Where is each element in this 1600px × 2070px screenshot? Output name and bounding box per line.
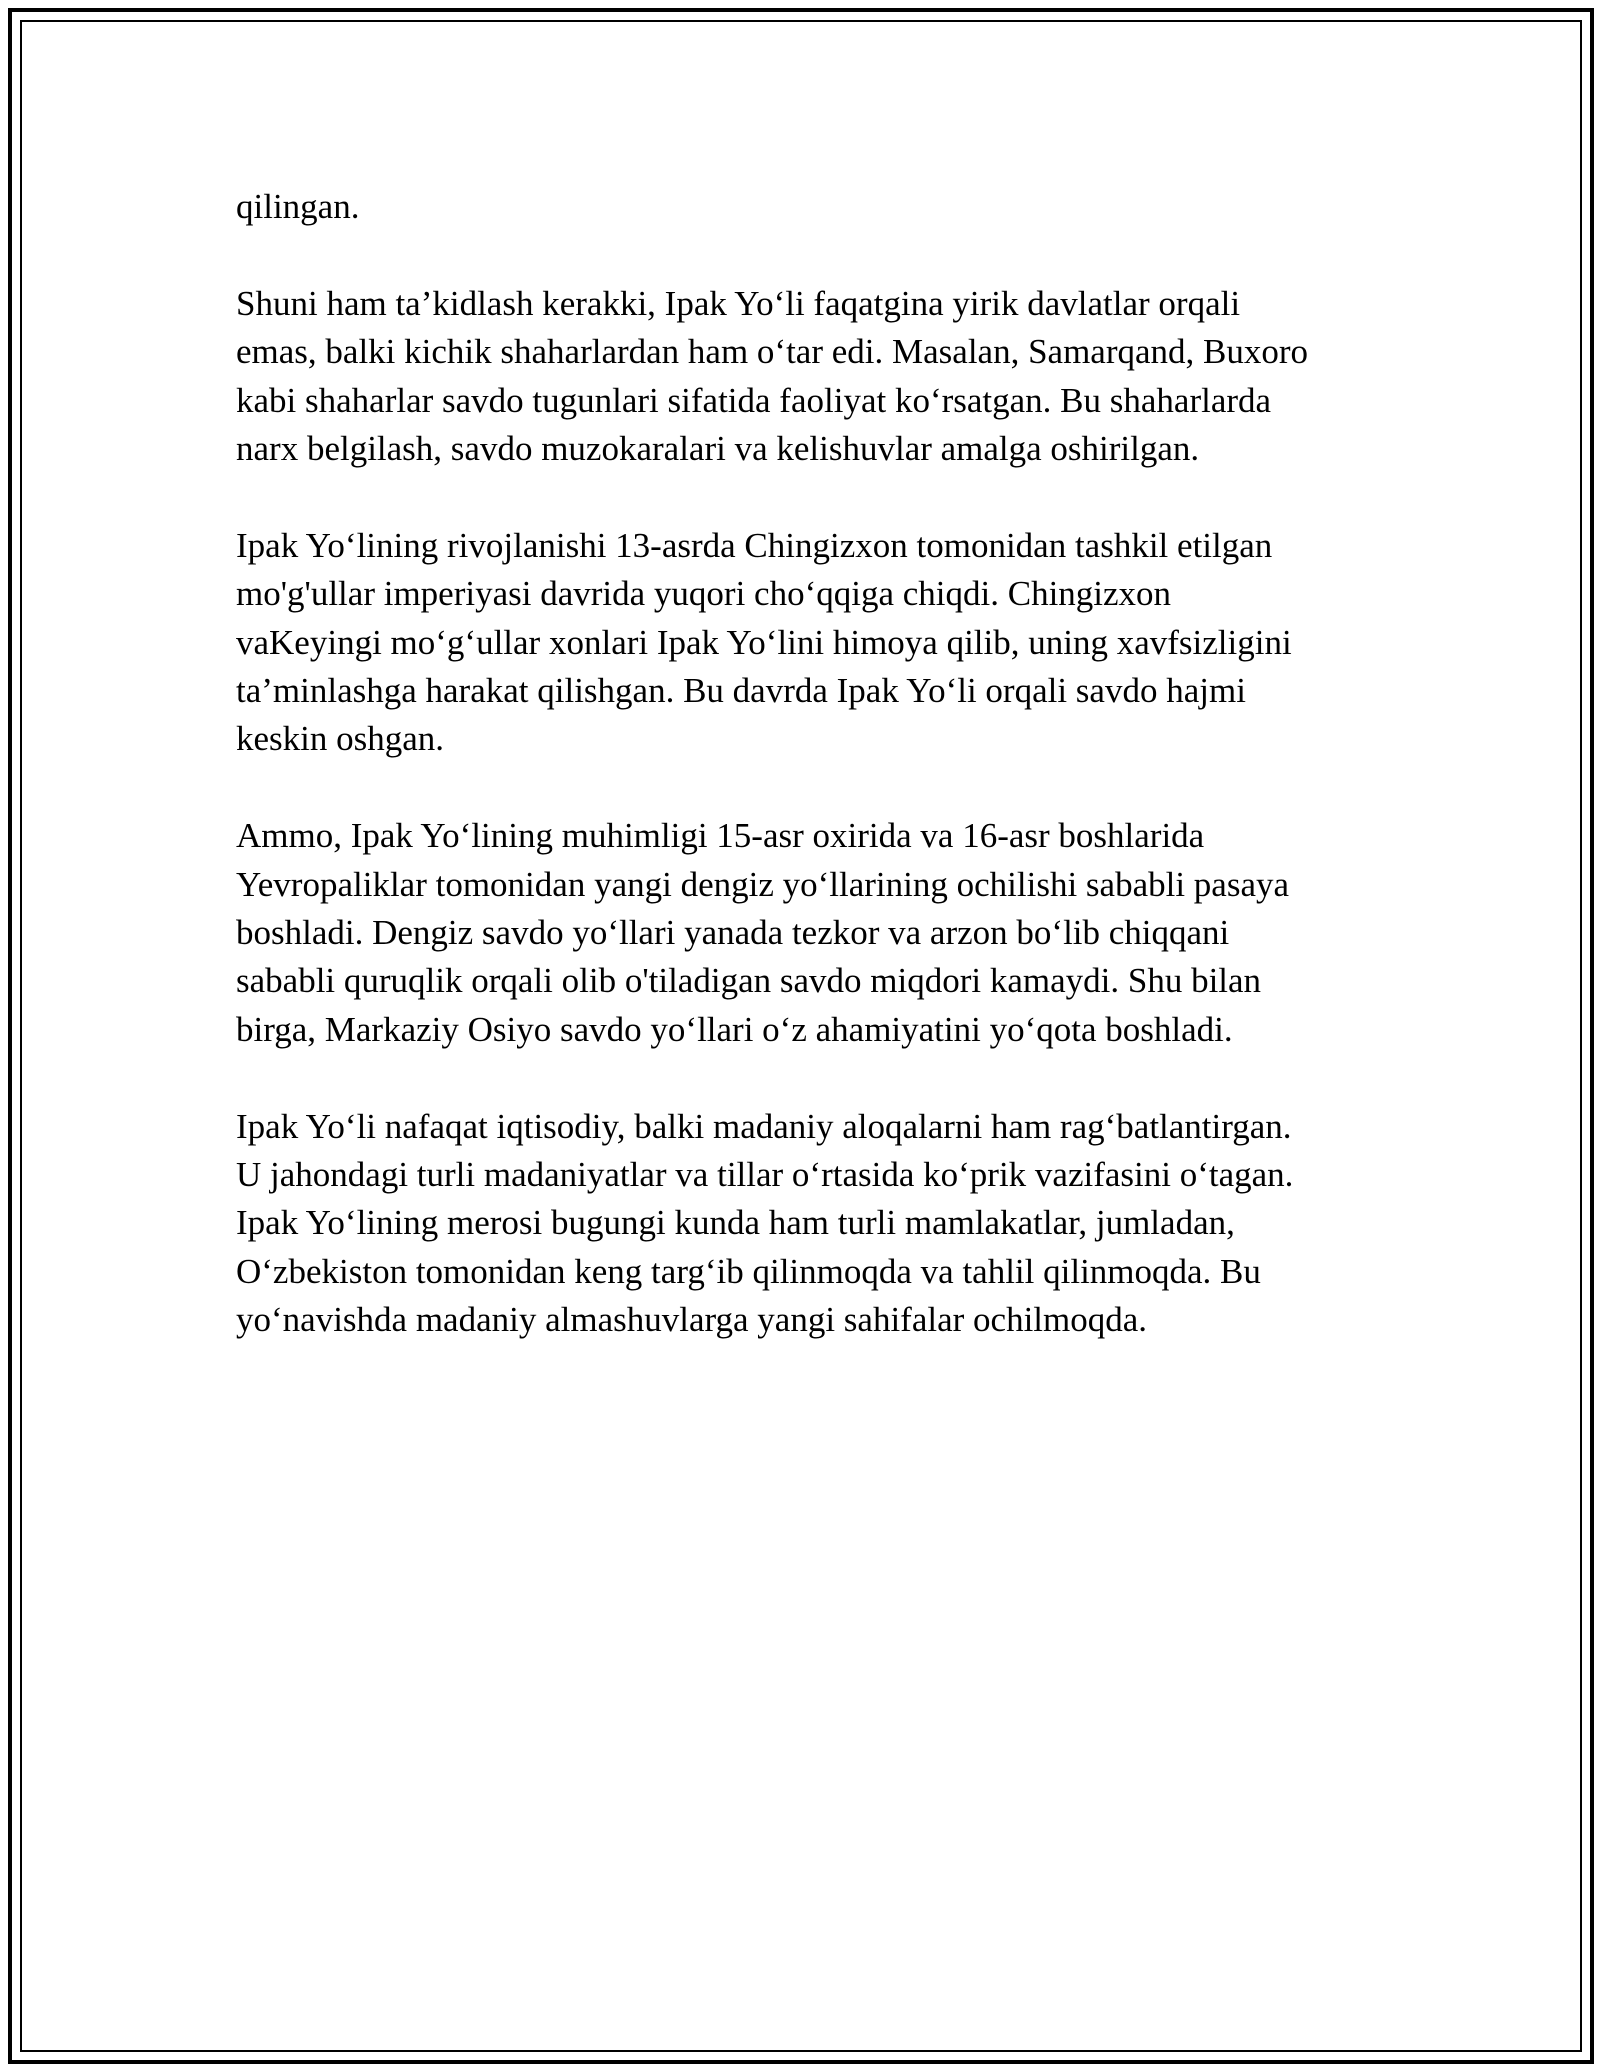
text-line: Ipak Yoʻlining merosi bugungi kunda ham turli mamlakatlar, jumladan, <box>236 1203 1235 1243</box>
paragraph-mongol-era <box>236 522 1376 764</box>
paragraph-continuation <box>236 183 1376 231</box>
text-line: Ipak Yoʻlining rivojlanishi 13-asrda Chingizxon tomonidan tashkil etilgan <box>236 525 1273 565</box>
text-line: U jahondagi turli madaniyatlar va tillar oʻrtasida koʻprik vazifasini oʻtagan. <box>236 1155 1294 1195</box>
document-body <box>236 183 1376 1393</box>
text-line: ta’minlashga harakat qilishgan. Bu davrda Ipak Yoʻli orqali savdo hajmi <box>236 671 1246 711</box>
text-line: mo'g'ullar imperiyasi davrida yuqori choʻqqiga chiqdi. Chingizxon <box>236 574 1172 614</box>
text-line: boshladi. Dengiz savdo yoʻllari yanada tezkor va arzon boʻlib chiqqani <box>236 913 1230 953</box>
text-line: keskin oshgan. <box>236 719 445 759</box>
text-line: sababli quruqlik orqali olib o'tiladigan savdo miqdori kamaydi. Shu bilan <box>236 961 1262 1001</box>
text-line: qilingan. <box>236 187 360 226</box>
text-line: Ammo, Ipak Yoʻlining muhimligi 15-asr oxirida va 16-asr boshlarida <box>236 816 1205 856</box>
text-line: Oʻzbekiston tomonidan keng targʻib qilinmoqda va tahlil qilinmoqda. Bu <box>236 1251 1261 1291</box>
text-line: kabi shaharlar savdo tugunlari sifatida faoliyat koʻrsatgan. Bu shaharlarda <box>236 380 1272 420</box>
paragraph-decline <box>236 812 1376 1054</box>
text-line: vaKeyingi moʻgʻullar xonlari Ipak Yoʻlini himoya qilib, uning xavfsizligini <box>236 622 1292 662</box>
text-line: Shuni ham ta’kidlash kerakki, Ipak Yoʻli faqatgina yirik davlatlar orqali <box>236 283 1241 323</box>
paragraph-cultural-legacy <box>236 1103 1376 1345</box>
text-line: birga, Markaziy Osiyo savdo yoʻllari oʻz ahamiyatini yoʻqota boshladi. <box>236 1009 1233 1049</box>
text-line: Yevropaliklar tomonidan yangi dengiz yoʻllarining ochilishi sababli pasaya <box>236 864 1290 904</box>
text-line: yoʻnavishda madaniy almashuvlarga yangi sahifalar ochilmoqda. <box>236 1300 1148 1340</box>
paragraph-trade-cities <box>236 280 1376 474</box>
text-line: emas, balki kichik shaharlardan ham oʻtar edi. Masalan, Samarqand, Buxoro <box>236 332 1309 372</box>
text-line: Ipak Yoʻli nafaqat iqtisodiy, balki madaniy aloqalarni ham ragʻbatlantirgan. <box>236 1106 1292 1146</box>
text-line: narx belgilash, savdo muzokaralari va kelishuvlar amalga oshirilgan. <box>236 429 1200 469</box>
